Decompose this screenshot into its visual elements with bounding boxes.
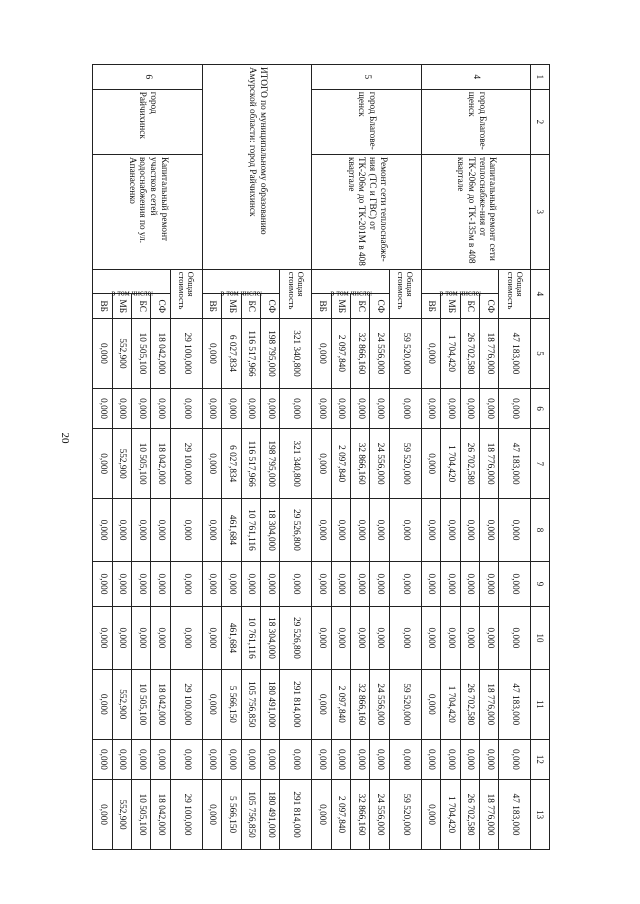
value-cell: 0,000: [312, 388, 331, 428]
value-cell: 29 100,000: [170, 669, 202, 739]
value-cell: 0,000: [389, 739, 421, 779]
value-cell: 0,000: [460, 562, 479, 607]
value-cell: 24 556,000: [370, 429, 389, 499]
table-row: [280, 65, 312, 850]
column-header: 2: [531, 89, 550, 154]
value-cell: 552,900: [112, 669, 131, 739]
value-cell: 10 505,100: [132, 429, 151, 499]
value-cell: 0,000: [241, 388, 260, 428]
funding-source: БС: [351, 294, 370, 319]
value-cell: 24 556,000: [370, 780, 389, 850]
value-cell: 0,000: [441, 607, 460, 670]
column-header: 6: [531, 388, 550, 428]
value-cell: 0,000: [170, 739, 202, 779]
value-cell: 26 702,580: [460, 780, 479, 850]
value-cell: 0,000: [499, 499, 531, 562]
object-name: Капитальный ремонт участков сетей водоснабжения по ул. Апанасенко: [93, 154, 203, 269]
value-cell: 29 100,000: [170, 319, 202, 389]
label-including: [202, 269, 280, 297]
label-including: [421, 269, 499, 297]
value-cell: 0,000: [421, 739, 440, 779]
label-including: [312, 269, 390, 297]
value-cell: 0,000: [460, 607, 479, 670]
value-cell: 0,000: [312, 607, 331, 670]
value-cell: 0,000: [202, 499, 221, 562]
value-cell: 0,000: [499, 388, 531, 428]
value-cell: 26 702,580: [460, 669, 479, 739]
column-header: 1: [531, 65, 550, 90]
value-cell: 0,000: [351, 607, 370, 670]
value-cell: 18 304,000: [260, 607, 279, 670]
value-cell: 0,000: [151, 607, 170, 670]
value-cell: 0,000: [202, 780, 221, 850]
value-cell: 0,000: [151, 388, 170, 428]
including-text: в том числе:: [439, 287, 482, 297]
value-cell: 105 756,850: [241, 780, 260, 850]
value-cell: 2 097,840: [331, 780, 350, 850]
value-cell: 18 042,000: [151, 429, 170, 499]
value-cell: 5 566,150: [222, 780, 241, 850]
value-cell: 0,000: [112, 388, 131, 428]
value-cell: 0,000: [151, 562, 170, 607]
value-cell: 0,000: [222, 388, 241, 428]
value-cell: 0,000: [280, 388, 312, 428]
value-cell: 0,000: [93, 780, 113, 850]
value-cell: 0,000: [460, 499, 479, 562]
value-cell: 0,000: [280, 739, 312, 779]
value-cell: 0,000: [331, 739, 350, 779]
value-cell: 32 866,160: [351, 429, 370, 499]
value-cell: 59 520,000: [389, 669, 421, 739]
value-cell: 1 704,420: [441, 429, 460, 499]
value-cell: 18 042,000: [151, 669, 170, 739]
value-cell: 0,000: [370, 388, 389, 428]
including-text: в том числе:: [330, 287, 373, 297]
value-cell: 0,000: [421, 780, 440, 850]
value-cell: 18 776,000: [479, 780, 498, 850]
value-cell: 32 866,160: [351, 669, 370, 739]
value-cell: 116 517,966: [241, 319, 260, 389]
value-cell: 0,000: [260, 562, 279, 607]
value-cell: 47 183,000: [499, 780, 531, 850]
value-cell: 116 517,966: [241, 429, 260, 499]
value-cell: 29 100,000: [170, 780, 202, 850]
page-number: 20: [59, 432, 71, 444]
value-cell: 2 097,840: [331, 429, 350, 499]
value-cell: 0,000: [331, 388, 350, 428]
value-cell: 10 505,100: [132, 319, 151, 389]
value-cell: 0,000: [499, 562, 531, 607]
column-header: 12: [531, 739, 550, 779]
value-cell: 0,000: [93, 499, 113, 562]
funding-source: МБ: [441, 294, 460, 319]
value-cell: 0,000: [389, 499, 421, 562]
column-header: 3: [531, 154, 550, 269]
value-cell: 0,000: [421, 429, 440, 499]
value-cell: 0,000: [241, 739, 260, 779]
value-cell: 0,000: [441, 562, 460, 607]
value-cell: 1 704,420: [441, 669, 460, 739]
funding-source: ВБ: [421, 294, 440, 319]
value-cell: 47 183,000: [499, 319, 531, 389]
value-cell: 0,000: [112, 499, 131, 562]
value-cell: 0,000: [479, 607, 498, 670]
value-cell: 0,000: [460, 739, 479, 779]
value-cell: 0,000: [170, 388, 202, 428]
funding-source: БС: [460, 294, 479, 319]
value-cell: 0,000: [260, 739, 279, 779]
value-cell: 0,000: [280, 562, 312, 607]
value-cell: 0,000: [499, 739, 531, 779]
value-cell: 6 027,834: [222, 429, 241, 499]
label-total: Общая стоимость: [499, 269, 531, 318]
value-cell: 10 505,100: [132, 780, 151, 850]
municipality: город Благове-щенск: [312, 89, 422, 154]
value-cell: 0,000: [151, 739, 170, 779]
value-cell: 0,000: [441, 739, 460, 779]
value-cell: 18 776,000: [479, 669, 498, 739]
value-cell: 0,000: [351, 739, 370, 779]
value-cell: 0,000: [93, 669, 113, 739]
value-cell: 0,000: [202, 669, 221, 739]
column-header: 4: [531, 269, 550, 318]
row-number: 4: [421, 65, 531, 90]
value-cell: 0,000: [312, 499, 331, 562]
value-cell: 0,000: [479, 499, 498, 562]
value-cell: 0,000: [331, 499, 350, 562]
value-cell: 32 866,160: [351, 780, 370, 850]
column-header: 8: [531, 499, 550, 562]
value-cell: 0,000: [202, 429, 221, 499]
value-cell: 180 491,000: [260, 669, 279, 739]
value-cell: 5 566,150: [222, 669, 241, 739]
value-cell: 0,000: [202, 388, 221, 428]
value-cell: 180 491,000: [260, 780, 279, 850]
funding-source: МБ: [222, 294, 241, 319]
value-cell: 59 520,000: [389, 429, 421, 499]
value-cell: 0,000: [93, 739, 113, 779]
financing-table: [92, 64, 550, 850]
value-cell: 0,000: [112, 562, 131, 607]
including-text: в том числе:: [111, 287, 154, 297]
value-cell: 291 814,000: [280, 669, 312, 739]
value-cell: 198 795,000: [260, 319, 279, 389]
object-name: Капитальный ремонт сети теплоснабже-ния от ТК-206м до ТК-135м в 408 квартале: [421, 154, 531, 269]
value-cell: 59 520,000: [389, 780, 421, 850]
value-cell: 0,000: [132, 388, 151, 428]
value-cell: 0,000: [132, 562, 151, 607]
value-cell: 0,000: [132, 607, 151, 670]
header-row: [531, 65, 550, 850]
column-header: 13: [531, 780, 550, 850]
value-cell: 198 795,000: [260, 429, 279, 499]
value-cell: 0,000: [93, 429, 113, 499]
value-cell: 0,000: [370, 739, 389, 779]
value-cell: 0,000: [202, 319, 221, 389]
value-cell: 0,000: [93, 388, 113, 428]
funding-source: СФ: [260, 294, 279, 319]
funding-source: БС: [132, 294, 151, 319]
funding-source: ВБ: [202, 294, 221, 319]
value-cell: 18 776,000: [479, 319, 498, 389]
value-cell: 0,000: [351, 499, 370, 562]
total-label: ИТОГО по муниципальному образованию Амурской области: город Райчихинск: [202, 65, 312, 270]
value-cell: 18 776,000: [479, 429, 498, 499]
value-cell: 0,000: [421, 499, 440, 562]
value-cell: 0,000: [331, 562, 350, 607]
value-cell: 0,000: [260, 388, 279, 428]
value-cell: 10 505,100: [132, 669, 151, 739]
table-row: [389, 65, 421, 850]
value-cell: 0,000: [499, 607, 531, 670]
value-cell: 2 097,840: [331, 319, 350, 389]
value-cell: 10 761,116: [241, 607, 260, 670]
funding-source: БС: [241, 294, 260, 319]
value-cell: 461,684: [222, 499, 241, 562]
value-cell: 0,000: [370, 499, 389, 562]
value-cell: 321 340,800: [280, 319, 312, 389]
value-cell: 0,000: [479, 739, 498, 779]
value-cell: 1 704,420: [441, 780, 460, 850]
value-cell: 26 702,580: [460, 429, 479, 499]
value-cell: 0,000: [222, 739, 241, 779]
value-cell: 24 556,000: [370, 669, 389, 739]
value-cell: 0,000: [241, 562, 260, 607]
including-text: в том числе:: [220, 287, 263, 297]
municipality: город Райчихинск: [93, 89, 203, 154]
value-cell: 0,000: [370, 562, 389, 607]
value-cell: 0,000: [312, 669, 331, 739]
value-cell: 0,000: [312, 739, 331, 779]
value-cell: 18 042,000: [151, 319, 170, 389]
column-header: 7: [531, 429, 550, 499]
value-cell: 10 761,116: [241, 499, 260, 562]
value-cell: 24 556,000: [370, 319, 389, 389]
municipality: город Благове-щенск: [421, 89, 531, 154]
value-cell: 0,000: [132, 739, 151, 779]
label-total: Общая стоимость: [280, 269, 312, 318]
funding-source: СФ: [370, 294, 389, 319]
funding-source: МБ: [331, 294, 350, 319]
value-cell: 29 526,800: [280, 607, 312, 670]
column-header: 9: [531, 562, 550, 607]
column-header: 5: [531, 319, 550, 389]
value-cell: 0,000: [170, 607, 202, 670]
value-cell: 0,000: [479, 562, 498, 607]
value-cell: 0,000: [421, 607, 440, 670]
value-cell: 0,000: [389, 388, 421, 428]
value-cell: 0,000: [331, 607, 350, 670]
funding-source: МБ: [112, 294, 131, 319]
value-cell: 552,900: [112, 429, 131, 499]
value-cell: 29 526,800: [280, 499, 312, 562]
value-cell: 0,000: [389, 562, 421, 607]
row-number: 5: [312, 65, 422, 90]
value-cell: 0,000: [389, 607, 421, 670]
value-cell: 0,000: [93, 607, 113, 670]
value-cell: 0,000: [170, 499, 202, 562]
funding-source: ВБ: [93, 294, 113, 319]
value-cell: 0,000: [222, 562, 241, 607]
value-cell: 291 814,000: [280, 780, 312, 850]
value-cell: 0,000: [312, 319, 331, 389]
value-cell: 0,000: [370, 607, 389, 670]
row-number: 6: [93, 65, 203, 90]
value-cell: 0,000: [441, 499, 460, 562]
value-cell: 0,000: [112, 739, 131, 779]
value-cell: 552,900: [112, 780, 131, 850]
value-cell: 0,000: [202, 562, 221, 607]
object-name: Ремонт сети теплоснабже-ния (ТС и ГВС) от ТК-206м до ТК-201М в 408 квартале: [312, 154, 422, 269]
funding-source: ВБ: [312, 294, 331, 319]
value-cell: 1 704,420: [441, 319, 460, 389]
value-cell: 32 866,160: [351, 319, 370, 389]
value-cell: 0,000: [351, 562, 370, 607]
value-cell: 0,000: [441, 388, 460, 428]
value-cell: 47 183,000: [499, 429, 531, 499]
value-cell: 0,000: [460, 388, 479, 428]
value-cell: 0,000: [421, 319, 440, 389]
value-cell: 18 042,000: [151, 780, 170, 850]
value-cell: 26 702,580: [460, 319, 479, 389]
value-cell: 0,000: [93, 562, 113, 607]
value-cell: 0,000: [202, 607, 221, 670]
value-cell: 0,000: [151, 499, 170, 562]
value-cell: 0,000: [312, 429, 331, 499]
value-cell: 0,000: [421, 562, 440, 607]
value-cell: 0,000: [312, 780, 331, 850]
value-cell: 59 520,000: [389, 319, 421, 389]
value-cell: 0,000: [479, 388, 498, 428]
rotated-table-container: [92, 64, 550, 850]
value-cell: 0,000: [170, 562, 202, 607]
funding-source: СФ: [479, 294, 498, 319]
value-cell: 321 340,800: [280, 429, 312, 499]
value-cell: 18 304,000: [260, 499, 279, 562]
value-cell: 0,000: [132, 499, 151, 562]
value-cell: 461,684: [222, 607, 241, 670]
table-row: [170, 65, 202, 850]
label-total: Общая стоимость: [389, 269, 421, 318]
value-cell: 0,000: [112, 607, 131, 670]
value-cell: 0,000: [421, 388, 440, 428]
label-total: Общая стоимость: [170, 269, 202, 318]
column-header: 11: [531, 669, 550, 739]
value-cell: 0,000: [421, 669, 440, 739]
value-cell: 0,000: [312, 562, 331, 607]
value-cell: 0,000: [93, 319, 113, 389]
label-including: [93, 269, 171, 297]
value-cell: 6 027,834: [222, 319, 241, 389]
funding-source: СФ: [151, 294, 170, 319]
table-row: [499, 65, 531, 850]
value-cell: 2 097,840: [331, 669, 350, 739]
value-cell: 105 756,850: [241, 669, 260, 739]
value-cell: 47 183,000: [499, 669, 531, 739]
value-cell: 552,900: [112, 319, 131, 389]
value-cell: 29 100,000: [170, 429, 202, 499]
value-cell: 0,000: [351, 388, 370, 428]
value-cell: 0,000: [202, 739, 221, 779]
column-header: 10: [531, 607, 550, 670]
